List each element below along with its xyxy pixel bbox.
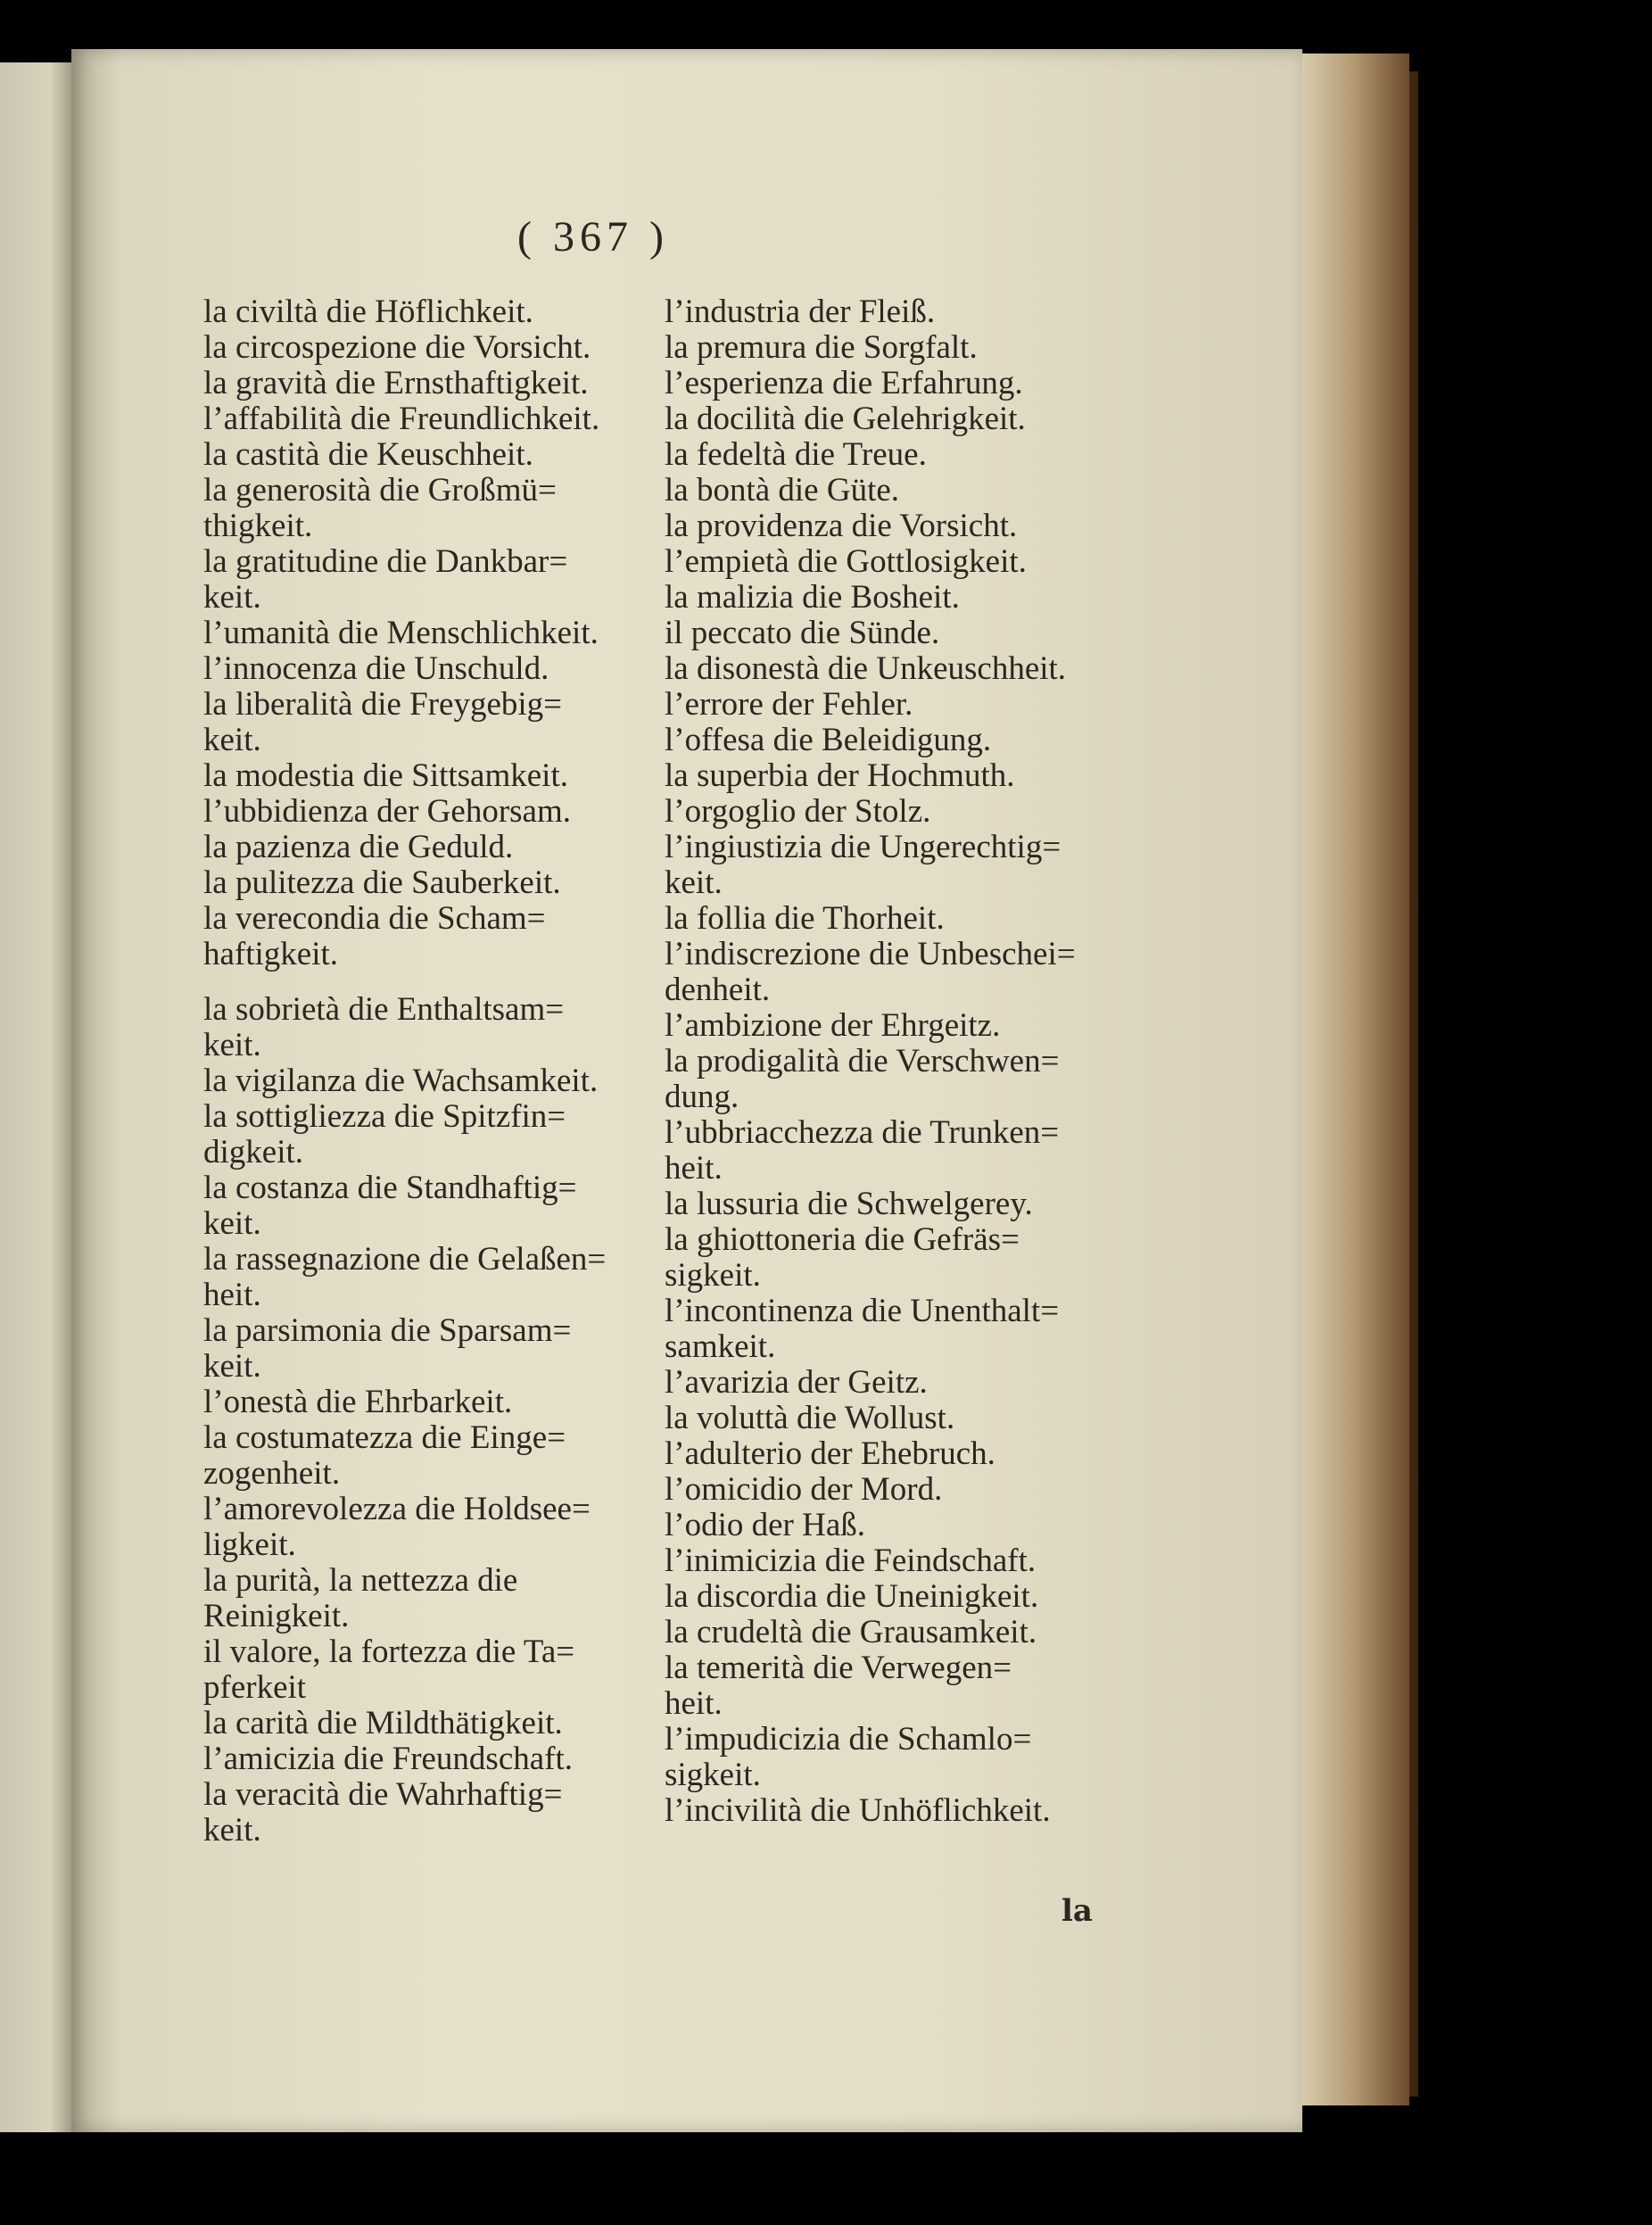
- dictionary-line: l’ambizione der Ehrgeitz.: [665, 1007, 1001, 1044]
- dictionary-line: l’esperienza die Erfahrung.: [665, 365, 1023, 401]
- dictionary-line: keit.: [203, 722, 261, 758]
- dictionary-line: l’omicidio der Mord.: [665, 1471, 943, 1508]
- dictionary-line: la prodigalità die Verschwen=: [665, 1043, 1060, 1079]
- dictionary-line: la civiltà die Höflichkeit.: [203, 294, 533, 330]
- dictionary-line: keit.: [203, 1348, 261, 1385]
- dictionary-line: l’ubbriacchezza die Trunken=: [665, 1114, 1060, 1151]
- catchword: la: [1061, 1893, 1093, 1929]
- dictionary-line: la discordia die Uneinigkeit.: [665, 1578, 1039, 1615]
- dictionary-line: la liberalità die Freygebig=: [203, 686, 563, 723]
- dictionary-line: l’incontinenza die Unenthalt=: [665, 1293, 1060, 1329]
- dictionary-line: la sottigliezza die Spitzfin=: [203, 1098, 566, 1135]
- dictionary-line: zogenheit.: [203, 1455, 341, 1492]
- dictionary-line: l’ubbidienza der Gehorsam.: [203, 793, 571, 830]
- dictionary-line: l’incivilità die Unhöflichkeit.: [665, 1792, 1051, 1829]
- dictionary-line: l’offesa die Beleidigung.: [665, 722, 992, 758]
- dictionary-line: l’impudicizia die Schamlo=: [665, 1721, 1032, 1758]
- dictionary-line: la gravità die Ernsthaftigkeit.: [203, 365, 589, 401]
- dictionary-line: pferkeit: [203, 1669, 307, 1706]
- dictionary-line: la fedeltà die Treue.: [665, 436, 927, 473]
- dictionary-line: la veracità die Wahrhaftig=: [203, 1776, 563, 1813]
- facing-page-edge: [0, 62, 71, 2132]
- dictionary-line: denheit.: [665, 972, 771, 1008]
- dictionary-line: heit.: [665, 1685, 723, 1722]
- dictionary-line: la purità, la nettezza die: [203, 1562, 518, 1599]
- dictionary-line: digkeit.: [203, 1134, 304, 1170]
- dictionary-line: keit.: [203, 1812, 261, 1849]
- dictionary-line: la carità die Mildthätigkeit.: [203, 1705, 563, 1741]
- dictionary-line: la providenza die Vorsicht.: [665, 508, 1018, 544]
- dictionary-line: il peccato die Sünde.: [665, 615, 940, 651]
- page-number: ( 367 ): [517, 213, 669, 261]
- dictionary-line: la castità die Keuschheit.: [203, 436, 533, 473]
- dictionary-line: l’indiscrezione die Unbeschei=: [665, 936, 1076, 972]
- dictionary-line: la verecondia die Scham=: [203, 900, 546, 937]
- dictionary-line: l’inimicizia die Feindschaft.: [665, 1543, 1037, 1579]
- dictionary-line: haftigkeit.: [203, 936, 339, 972]
- dictionary-line: Reinigkeit.: [203, 1598, 350, 1634]
- dictionary-line: la voluttà die Wollust.: [665, 1400, 955, 1436]
- dictionary-line: la follia die Thorheit.: [665, 900, 945, 937]
- dictionary-line: l’adulterio der Ehebruch.: [665, 1435, 995, 1472]
- dictionary-line: l’industria der Fleiß.: [665, 294, 936, 330]
- dictionary-line: l’empietà die Gottlosigkeit.: [665, 543, 1027, 580]
- dictionary-line: thigkeit.: [203, 508, 313, 544]
- dictionary-line: la crudeltà die Grausamkeit.: [665, 1614, 1037, 1650]
- dictionary-line: la malizia die Bosheit.: [665, 579, 960, 616]
- dictionary-line: l’ingiustizia die Ungerechtig=: [665, 829, 1061, 865]
- dictionary-line: la generosità die Großmü=: [203, 472, 557, 509]
- dictionary-line: l’amorevolezza die Holdsee=: [203, 1491, 591, 1527]
- dictionary-line: la ghiottoneria die Gefräs=: [665, 1221, 1020, 1258]
- right-column: [665, 294, 1102, 1829]
- dictionary-line: l’affabilità die Freundlichkeit.: [203, 401, 600, 437]
- dictionary-line: la costanza die Standhaftig=: [203, 1170, 577, 1206]
- dictionary-line: dung.: [665, 1079, 739, 1115]
- dictionary-line: sigkeit.: [665, 1757, 761, 1793]
- dictionary-line: la lussuria die Schwelgerey.: [665, 1186, 1033, 1222]
- dictionary-line: keit.: [203, 1205, 261, 1242]
- dictionary-line: la pulitezza die Sauberkeit.: [203, 864, 561, 901]
- dictionary-line: la gratitudine die Dankbar=: [203, 543, 568, 580]
- dictionary-line: l’amicizia die Freundschaft.: [203, 1741, 574, 1777]
- dictionary-line: keit.: [203, 579, 261, 616]
- dictionary-line: la parsimonia die Sparsam=: [203, 1312, 572, 1349]
- dictionary-line: l’orgoglio der Stolz.: [665, 793, 931, 830]
- dictionary-line: l’odio der Haß.: [665, 1507, 866, 1543]
- dictionary-line: heit.: [665, 1150, 723, 1187]
- dictionary-line: heit.: [203, 1277, 261, 1313]
- dictionary-line: la circospezione die Vorsicht.: [203, 329, 591, 366]
- left-column: [203, 294, 640, 1849]
- dictionary-line: la premura die Sorgfalt.: [665, 329, 978, 366]
- dictionary-line: ligkeit.: [203, 1526, 296, 1563]
- dictionary-line: la modestia die Sittsamkeit.: [203, 757, 568, 794]
- dictionary-line: la pazienza die Geduld.: [203, 829, 514, 865]
- dictionary-line: la costumatezza die Einge=: [203, 1419, 566, 1456]
- dictionary-line: la sobrietà die Enthaltsam=: [203, 991, 565, 1028]
- dictionary-line: la bontà die Güte.: [665, 472, 900, 509]
- dictionary-line: la superbia der Hochmuth.: [665, 757, 1015, 794]
- dictionary-line: sigkeit.: [665, 1257, 761, 1294]
- dictionary-line: la vigilanza die Wachsamkeit.: [203, 1063, 599, 1099]
- dictionary-line: la rassegnazione die Gelaßen=: [203, 1241, 607, 1278]
- dictionary-line: l’avarizia der Geitz.: [665, 1364, 928, 1401]
- dictionary-line: la docilità die Gelehrigkeit.: [665, 401, 1026, 437]
- dictionary-line: l’errore der Fehler.: [665, 686, 913, 723]
- dictionary-line: l’innocenza die Unschuld.: [203, 650, 549, 687]
- dictionary-line: la disonestà die Unkeuschheit.: [665, 650, 1067, 687]
- dictionary-line: samkeit.: [665, 1328, 776, 1365]
- dictionary-line: l’umanità die Menschlichkeit.: [203, 615, 599, 651]
- dictionary-line: l’onestà die Ehrbarkeit.: [203, 1384, 513, 1420]
- dictionary-line: keit.: [203, 1027, 261, 1063]
- dictionary-line: keit.: [665, 864, 723, 901]
- dictionary-line: la temerità die Verwegen=: [665, 1650, 1012, 1686]
- dictionary-line: il valore, la fortezza die Ta=: [203, 1634, 575, 1670]
